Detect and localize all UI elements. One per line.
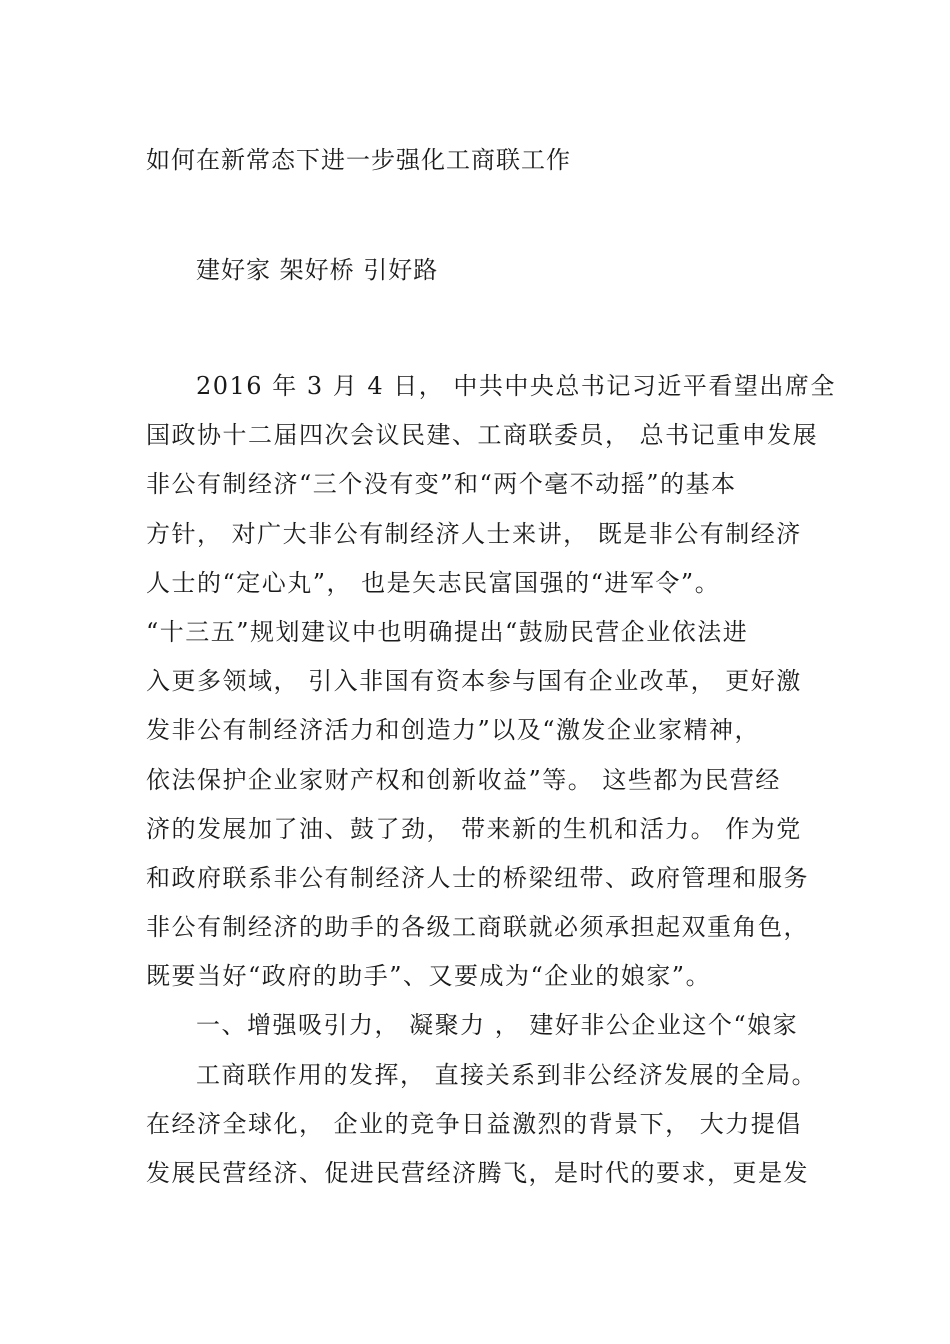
text-line: 既要当好“政府的助手”、又要成为“企业的娘家”。	[146, 962, 712, 991]
text-line: 发展民营经济、促进民营经济腾飞，是时代的要求，更是发	[146, 1159, 809, 1187]
text-line: “十三五”规划建议中也明确提出“鼓励民营企业依法进	[146, 617, 749, 646]
text-line: 一、增强吸引力， 凝聚力 ， 建好非公企业这个“娘家	[196, 1011, 799, 1040]
text-line: 非公有制经济的助手的各级工商联就必须承担起双重角色，	[146, 913, 809, 942]
text-line: 和政府联系非公有制经济人士的桥梁纽带、政府管理和服务	[146, 863, 809, 892]
document-body	[146, 362, 836, 1198]
text-line: 入更多领域， 引入非国有资本参与国有企业改革， 更好激	[146, 667, 802, 696]
text-line: 在经济全球化， 企业的竞争日益激烈的背景下， 大力提倡	[146, 1109, 802, 1138]
text-line: 非公有制经济“三个没有变”和“两个毫不动摇”的基本	[146, 470, 737, 499]
text-line: 工商联作用的发挥， 直接关系到非公经济发展的全局。	[196, 1060, 818, 1089]
document-title: 如何在新常态下进一步强化工商联工作	[146, 146, 571, 174]
text-line: 国政协十二届四次会议民建、工商联委员， 总书记重申发展	[146, 421, 819, 450]
text-line: 方针， 对广大非公有制经济人士来讲， 既是非公有制经济	[146, 519, 802, 548]
text-line: 人士的“定心丸”， 也是矢志民富国强的“进军令”。	[146, 568, 721, 597]
text-line: 济的发展加了油、鼓了劲， 带来新的生机和活力。 作为党	[146, 814, 802, 843]
text-line: 2016 年 3 月 4 日， 中共中央总书记习近平看望出席全	[196, 372, 836, 400]
document-subtitle: 建好家 架好桥 引好路	[196, 256, 439, 284]
text-line: 依法保护企业家财产权和创新收益”等。 这些都为民营经	[146, 765, 781, 794]
text-line: 发非公有制经济活力和创造力”以及“激发企业家精神，	[146, 716, 761, 745]
